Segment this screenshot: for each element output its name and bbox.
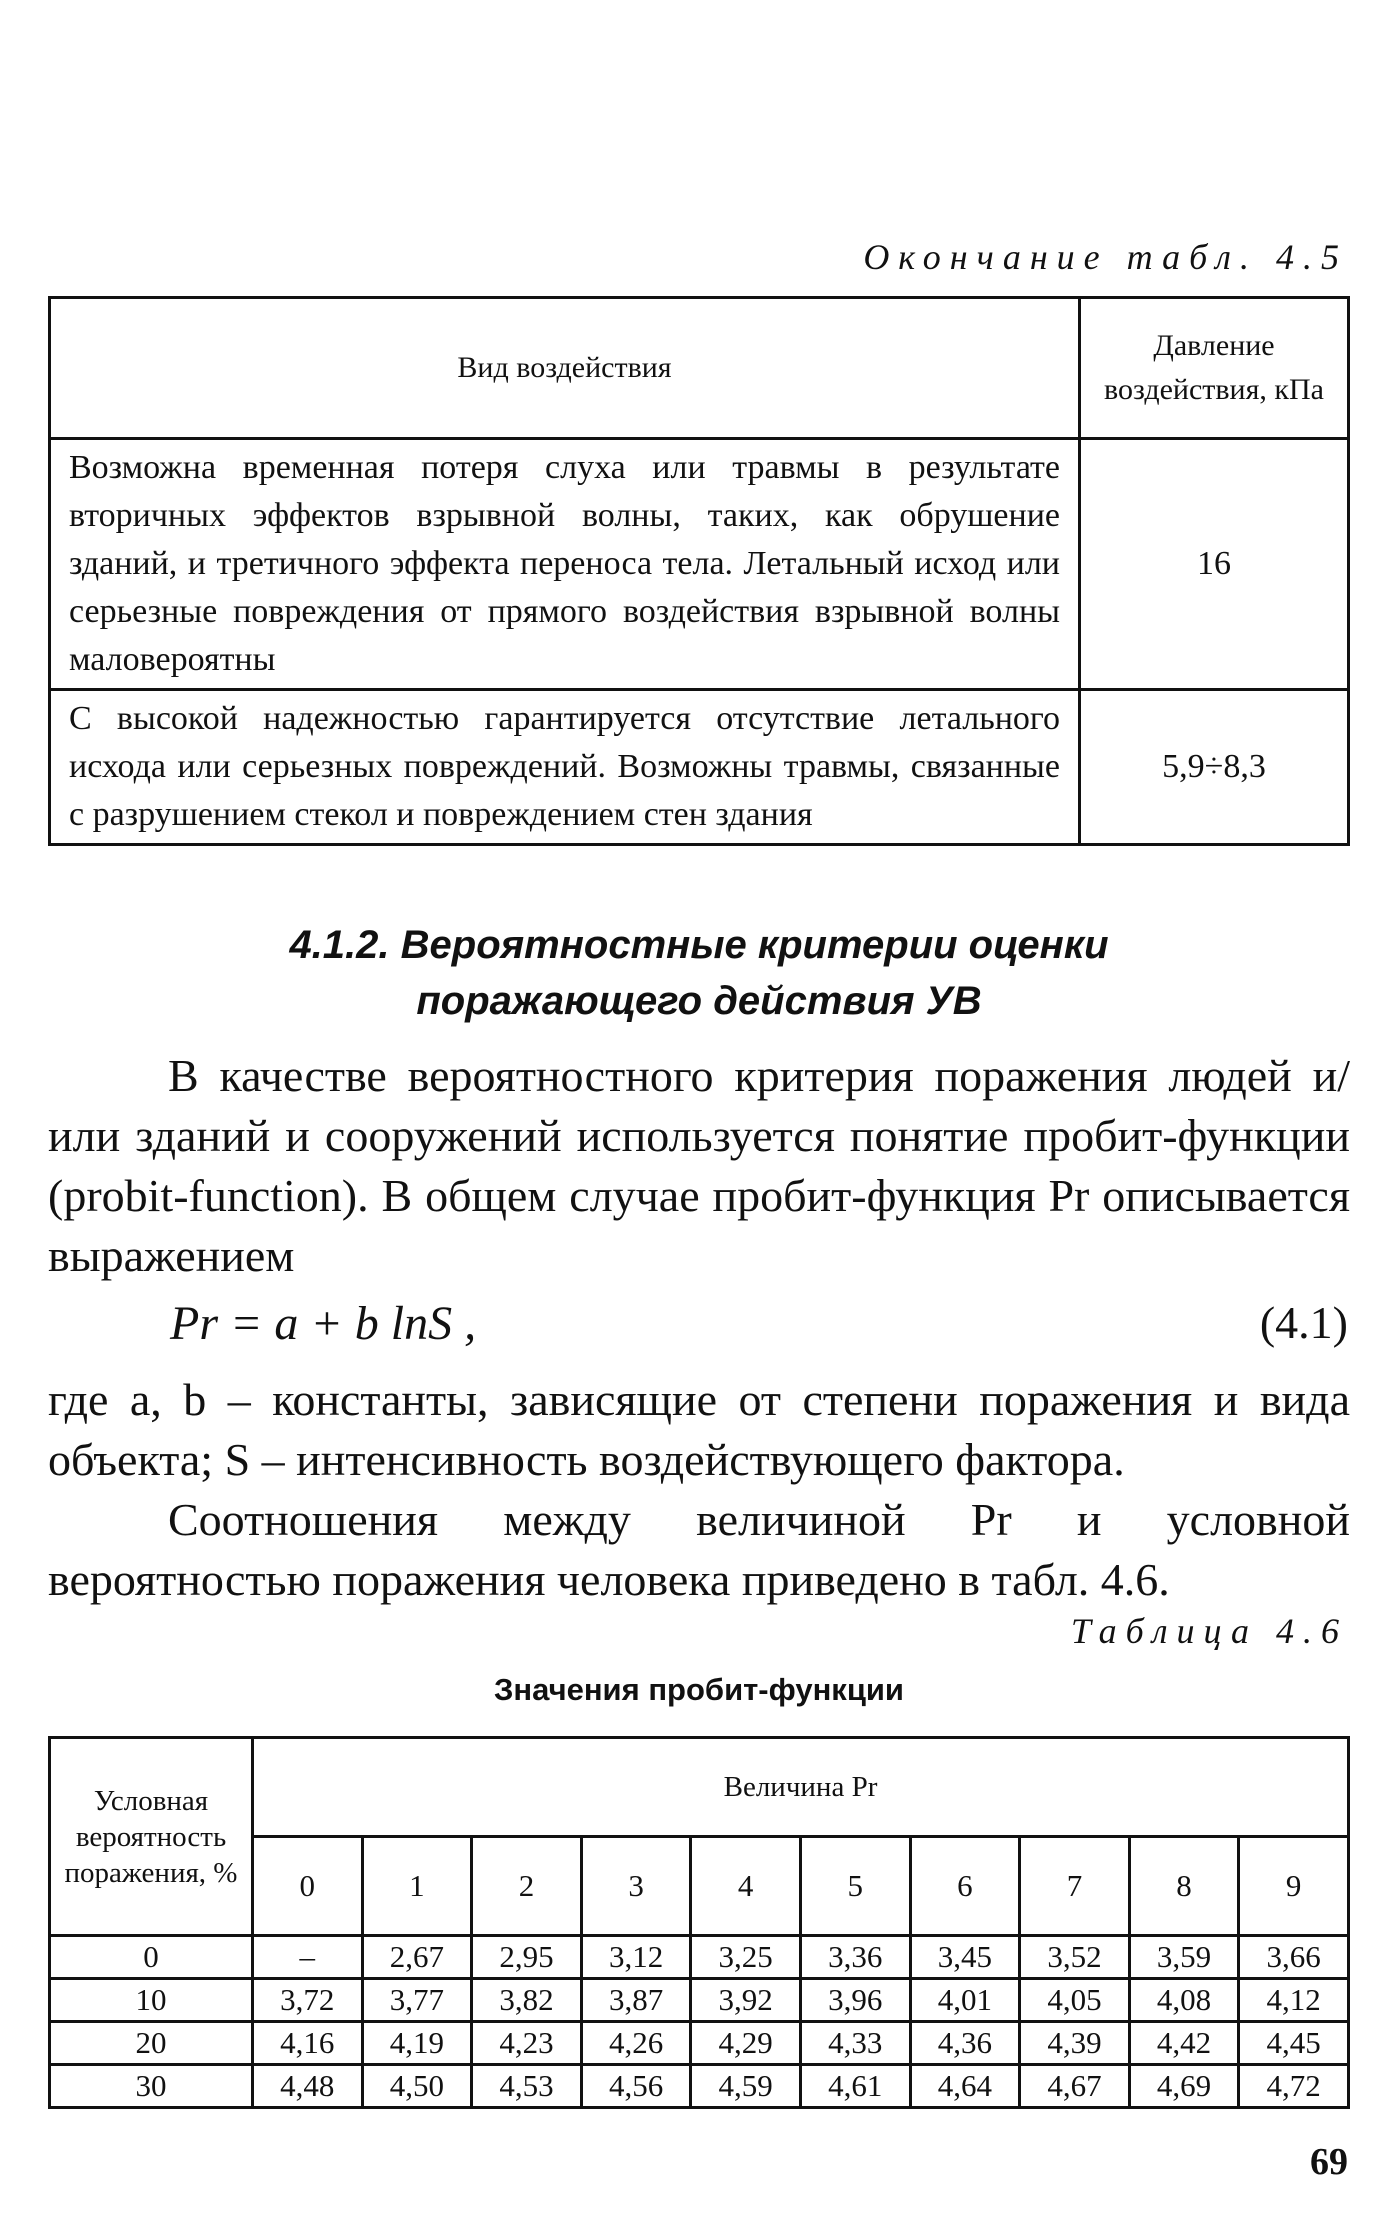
column-header: 5 (800, 1837, 910, 1936)
value-cell: 4,45 (1239, 2022, 1349, 2065)
row-header: Условная вероятность поражения, % (50, 1738, 253, 1936)
section-title-line2: поражающего действия УВ (416, 979, 982, 1023)
column-header: 8 (1129, 1837, 1239, 1936)
value-cell: 4,48 (253, 2065, 363, 2108)
table-45-caption: Окончание табл. 4.5 (863, 237, 1348, 277)
value-cell: 4,39 (1020, 2022, 1130, 2065)
effect-cell: С высокой надежностью гарантируется отсутствие летального исхода или серьезных повреждений. Возможны травмы, связанные с разрушением стекол и повреждением стен здания (50, 690, 1080, 845)
probability-cell: 20 (50, 2022, 253, 2065)
table-row (50, 2065, 1349, 2108)
value-cell: 4,08 (1129, 1979, 1239, 2022)
value-cell: 3,87 (581, 1979, 691, 2022)
table-row (50, 1979, 1349, 2022)
value-cell: 2,95 (472, 1936, 582, 1979)
value-cell: 4,72 (1239, 2065, 1349, 2108)
column-header: 0 (253, 1837, 363, 1936)
paragraph-3: Соотношения между величиной Pr и условной вероятностью поражения человека приведено в табл. 4.6. (48, 1494, 1350, 1605)
header-effect: Вид воздействия (50, 298, 1080, 439)
value-cell: 2,67 (362, 1936, 472, 1979)
table-row (50, 2022, 1349, 2065)
value-cell: 4,56 (581, 2065, 691, 2108)
value-cell: 4,61 (800, 2065, 910, 2108)
value-cell: 4,12 (1239, 1979, 1349, 2022)
value-cell: – (253, 1936, 363, 1979)
table-row (50, 1936, 1349, 1979)
value-cell: 3,59 (1129, 1936, 1239, 1979)
value-cell: 4,19 (362, 2022, 472, 2065)
value-cell: 3,36 (800, 1936, 910, 1979)
value-cell: 3,45 (910, 1936, 1020, 1979)
value-cell: 4,42 (1129, 2022, 1239, 2065)
paragraph-2: где a, b – константы, зависящие от степени поражения и вида объекта; S – интенсивность воздействующего фактора. (48, 1374, 1350, 1485)
section-title-line1: 4.1.2. Вероятностные критерии оценки (289, 923, 1109, 967)
table-46 (48, 1736, 1350, 2109)
value-cell: 4,36 (910, 2022, 1020, 2065)
value-cell: 3,72 (253, 1979, 363, 2022)
table-46-caption: Таблица 4.6 (1070, 1611, 1348, 1651)
value-cell: 3,96 (800, 1979, 910, 2022)
column-header: 1 (362, 1837, 472, 1936)
effect-cell: Возможна временная потеря слуха или травмы в результате вторичных эффектов взрывной волны, таких, как обрушение зданий, и третичного эффекта переноса тела. Летальный исход или серьезные повреждения от прямого воздействия взрывной волны маловероятны (50, 439, 1080, 690)
value-cell: 4,26 (581, 2022, 691, 2065)
column-header: 7 (1020, 1837, 1130, 1936)
probability-cell: 10 (50, 1979, 253, 2022)
formula: Pr = a + b lnS , (170, 1297, 477, 1350)
table-45 (48, 296, 1350, 846)
value-cell: 4,67 (1020, 2065, 1130, 2108)
value-cell: 4,29 (691, 2022, 801, 2065)
column-header: 9 (1239, 1837, 1349, 1936)
value-cell: 4,53 (472, 2065, 582, 2108)
pressure-cell: 5,9÷8,3 (1080, 690, 1349, 845)
value-cell: 3,77 (362, 1979, 472, 2022)
value-cell: 4,16 (253, 2022, 363, 2065)
table-header-row (50, 298, 1349, 439)
value-cell: 4,64 (910, 2065, 1020, 2108)
column-header: 4 (691, 1837, 801, 1936)
value-cell: 4,59 (691, 2065, 801, 2108)
value-cell: 3,52 (1020, 1936, 1130, 1979)
value-cell: 3,82 (472, 1979, 582, 2022)
column-header: 3 (581, 1837, 691, 1936)
table-row (50, 439, 1349, 690)
value-cell: 3,12 (581, 1936, 691, 1979)
value-cell: 4,33 (800, 2022, 910, 2065)
header-pressure: Давление воздействия, кПа (1080, 298, 1349, 439)
value-cell: 3,66 (1239, 1936, 1349, 1979)
value-cell: 4,05 (1020, 1979, 1130, 2022)
probability-cell: 0 (50, 1936, 253, 1979)
column-header: 2 (472, 1837, 582, 1936)
table-46-title: Значения пробит-функции (493, 1672, 904, 1707)
probability-cell: 30 (50, 2065, 253, 2108)
value-cell: 4,50 (362, 2065, 472, 2108)
formula-number: (4.1) (1259, 1297, 1348, 1348)
column-header: 6 (910, 1837, 1020, 1936)
table-row (50, 690, 1349, 845)
value-cell: 4,01 (910, 1979, 1020, 2022)
table-header-row (50, 1738, 1349, 1837)
paragraph-1: В качестве вероятностного критерия поражения людей и/или зданий и сооружений используется понятие пробит-функции (probit-function). В общем случае пробит-функция Pr описывается выражением (48, 1050, 1350, 1281)
value-cell: 4,23 (472, 2022, 582, 2065)
pressure-cell: 16 (1080, 439, 1349, 690)
page-number: 69 (1310, 2141, 1348, 2183)
value-cell: 3,25 (691, 1936, 801, 1979)
group-header: Величина Pr (253, 1738, 1349, 1837)
value-cell: 3,92 (691, 1979, 801, 2022)
value-cell: 4,69 (1129, 2065, 1239, 2108)
